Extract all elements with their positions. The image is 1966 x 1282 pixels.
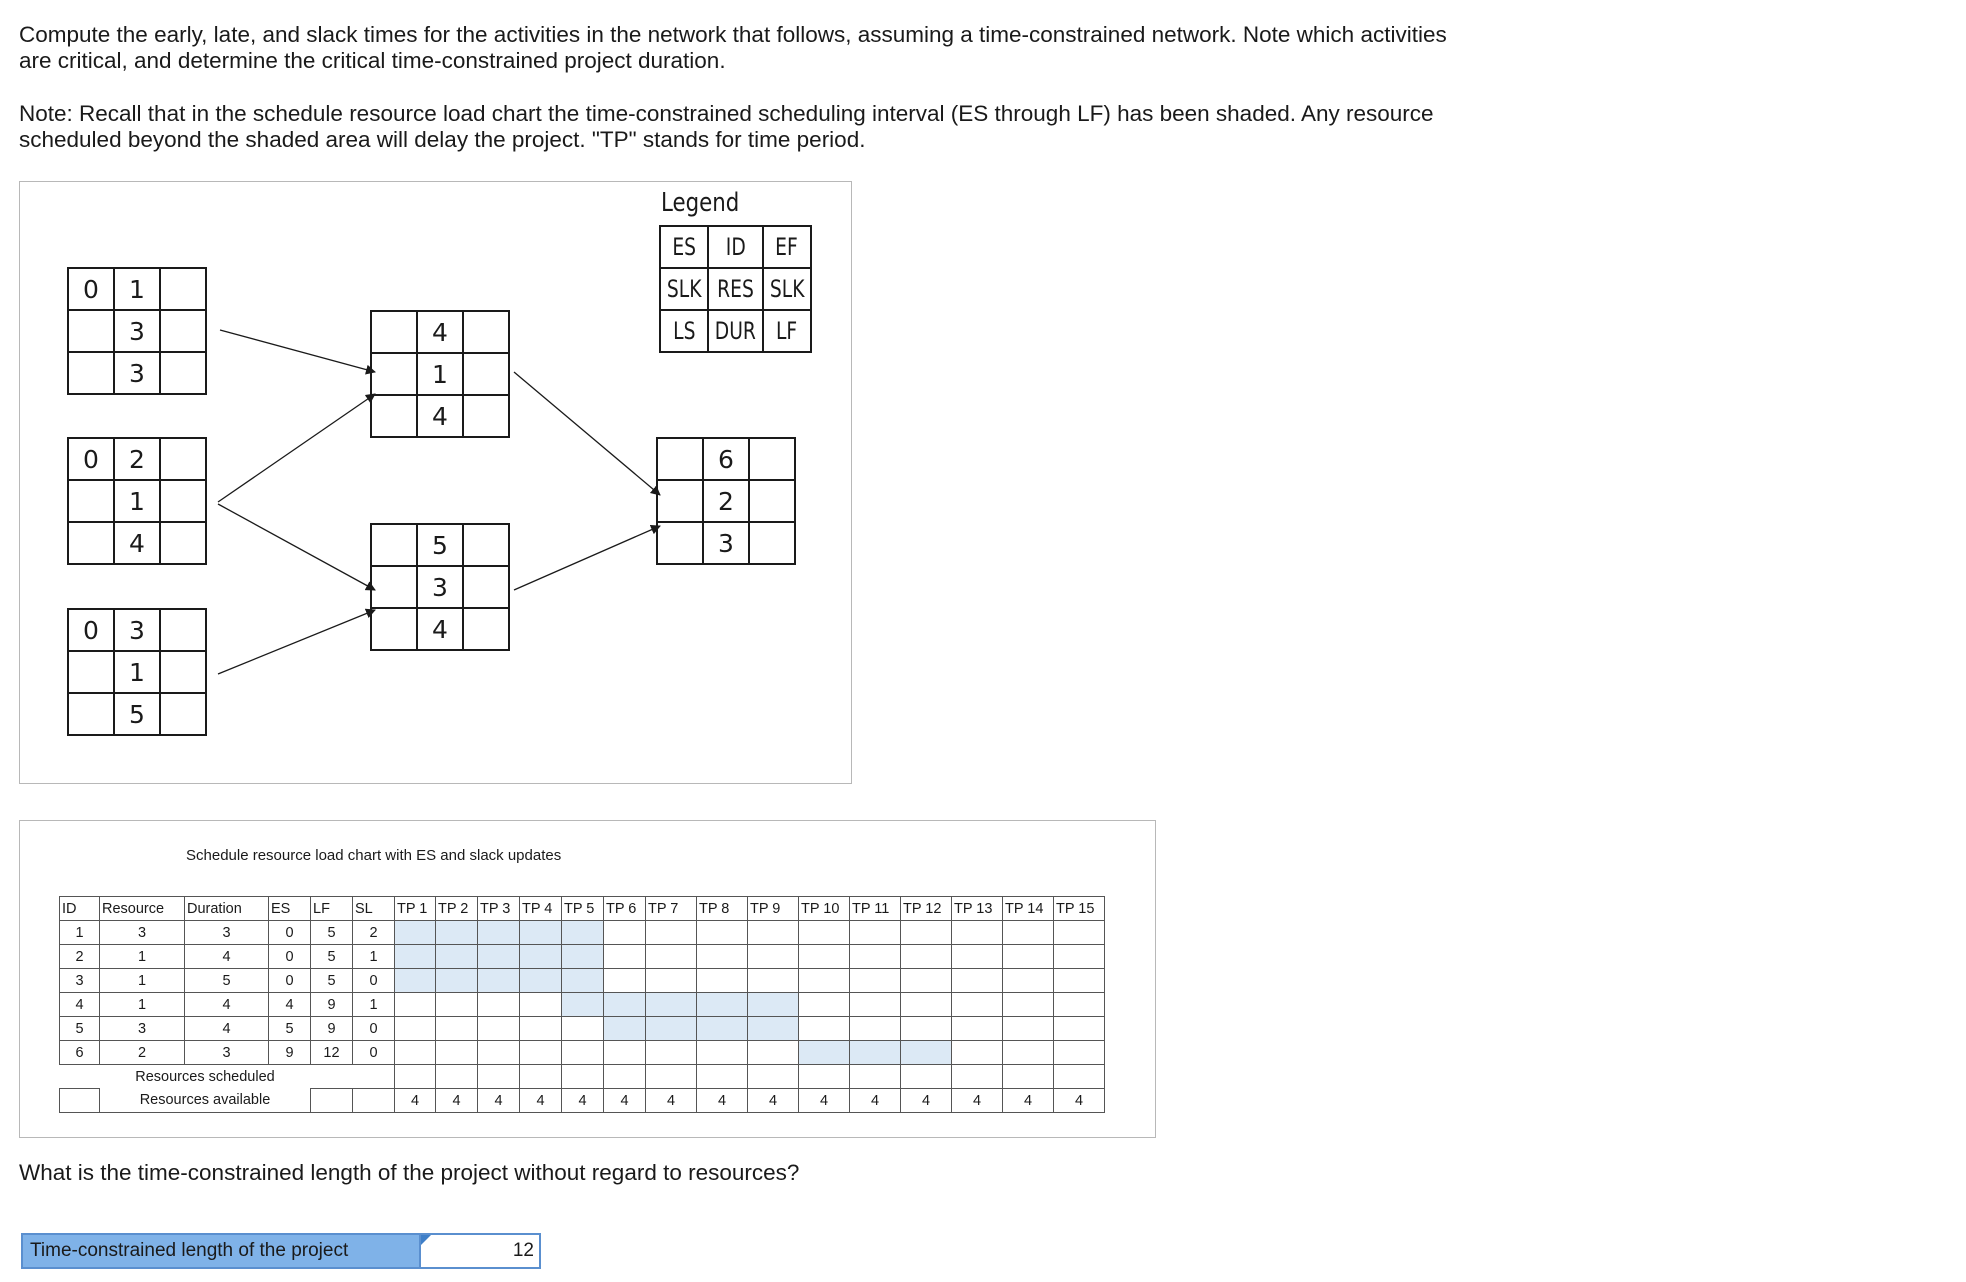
time-period-cell[interactable] [1054,921,1105,945]
time-period-cell[interactable] [799,1017,850,1041]
arrow-4-to-6 [514,372,660,495]
time-period-cell[interactable] [901,1041,952,1065]
resources-available-cell: 4 [901,1089,952,1113]
time-period-cell[interactable] [748,945,799,969]
schedule-cell: 0 [353,1041,395,1065]
time-period-cell[interactable] [646,969,697,993]
time-period-cell[interactable] [436,993,478,1017]
activity-node-3 [67,608,207,736]
time-period-cell[interactable] [646,945,697,969]
schedule-cell: 9 [269,1041,311,1065]
time-period-cell[interactable] [850,993,901,1017]
column-header: TP 1 [395,897,436,921]
schedule-cell: 3 [185,921,269,945]
arrow-2-to-5 [218,504,375,590]
activity-node-4 [370,310,510,438]
schedule-cell: 0 [353,969,395,993]
schedule-cell: 6 [60,1041,100,1065]
node-dur: 4 [417,395,463,437]
schedule-cell: 3 [100,921,185,945]
time-period-cell[interactable] [520,993,562,1017]
column-header: TP 10 [799,897,850,921]
schedule-cell: 1 [353,993,395,1017]
time-period-cell[interactable] [1003,993,1054,1017]
time-period-cell[interactable] [850,945,901,969]
node-id: 5 [417,524,463,566]
time-period-cell[interactable] [748,969,799,993]
time-period-cell[interactable] [604,921,646,945]
node-dur: 4 [417,608,463,650]
resources-scheduled-cell[interactable] [478,1065,520,1089]
schedule-row [60,1041,1105,1065]
resources-scheduled-cell[interactable] [646,1065,697,1089]
schedule-cell: 4 [185,993,269,1017]
schedule-cell: 2 [100,1041,185,1065]
time-period-cell[interactable] [478,969,520,993]
resources-available-cell: 4 [604,1089,646,1113]
schedule-cell: 5 [269,1017,311,1041]
resources-available-cell: 4 [646,1089,697,1113]
time-period-cell[interactable] [478,1041,520,1065]
time-period-cell[interactable] [646,993,697,1017]
time-period-cell[interactable] [604,1041,646,1065]
resources-scheduled-cell[interactable] [799,1065,850,1089]
time-period-cell[interactable] [748,921,799,945]
note-paragraph: Note: Recall that in the schedule resource load chart the time-constrained scheduling interval (ES through LF) has been shaded. Any resource scheduled beyond the shaded area will delay the project. "TP" stands for time period. [19,101,1434,152]
blank-cell [311,1089,353,1113]
time-period-cell[interactable] [799,969,850,993]
column-header: SL [353,897,395,921]
schedule-cell: 5 [311,921,353,945]
schedule-cell: 3 [185,1041,269,1065]
time-period-cell[interactable] [799,945,850,969]
time-period-cell[interactable] [697,1041,748,1065]
node-id: 6 [703,438,749,480]
activity-node-5 [370,523,510,651]
time-period-cell[interactable] [395,993,436,1017]
schedule-cell: 2 [60,945,100,969]
schedule-row [60,921,1105,945]
column-header: ES [269,897,311,921]
time-period-cell[interactable] [562,969,604,993]
column-header: TP 8 [697,897,748,921]
schedule-cell: 12 [311,1041,353,1065]
resources-scheduled-row [60,1065,1105,1089]
resources-available-cell: 4 [520,1089,562,1113]
resources-available-cell: 4 [697,1089,748,1113]
schedule-chart [19,820,1156,1138]
time-period-cell[interactable] [604,945,646,969]
column-header: TP 3 [478,897,520,921]
column-header: TP 11 [850,897,901,921]
schedule-cell: 0 [269,945,311,969]
time-period-cell[interactable] [562,1017,604,1041]
time-period-cell[interactable] [1003,921,1054,945]
schedule-row [60,969,1105,993]
activity-node-6 [656,437,796,565]
resources-scheduled-cell[interactable] [604,1065,646,1089]
time-period-cell[interactable] [1054,969,1105,993]
resources-available-cell: 4 [478,1089,520,1113]
time-period-cell[interactable] [799,993,850,1017]
time-period-cell[interactable] [901,1017,952,1041]
time-period-cell[interactable] [748,1017,799,1041]
resources-available-cell: 4 [799,1089,850,1113]
column-header: TP 9 [748,897,799,921]
time-period-cell[interactable] [952,1041,1003,1065]
time-period-cell[interactable] [850,1017,901,1041]
time-period-cell[interactable] [1054,945,1105,969]
network-diagram [19,181,852,784]
question-text: What is the time-constrained length of the project without regard to resources? [19,1160,800,1185]
schedule-cell: 1 [353,945,395,969]
node-es: 0 [68,268,114,310]
time-period-cell[interactable] [952,993,1003,1017]
column-header: TP 7 [646,897,697,921]
time-period-cell[interactable] [697,993,748,1017]
node-id: 1 [114,268,160,310]
time-period-cell[interactable] [436,1017,478,1041]
node-es [371,311,417,353]
time-period-cell[interactable] [646,1041,697,1065]
node-dur: 5 [114,693,160,735]
column-header: TP 13 [952,897,1003,921]
node-res: 3 [114,310,160,352]
time-period-cell[interactable] [1003,1041,1054,1065]
schedule-header-row [60,897,1105,921]
time-period-cell[interactable] [697,969,748,993]
schedule-cell: 9 [311,993,353,1017]
node-dur: 3 [703,522,749,564]
time-period-cell[interactable] [646,921,697,945]
column-header: ID [60,897,100,921]
time-period-cell[interactable] [1054,1041,1105,1065]
time-period-cell[interactable] [436,921,478,945]
time-period-cell[interactable] [799,1041,850,1065]
column-header: TP 12 [901,897,952,921]
arrow-1-to-4 [220,330,375,372]
schedule-cell: 0 [269,921,311,945]
time-period-cell[interactable] [850,921,901,945]
resources-scheduled-label: Resources scheduled [135,1068,275,1085]
schedule-cell: 0 [269,969,311,993]
resources-available-cell: 4 [395,1089,436,1113]
answer-input[interactable]: 12 [421,1233,541,1269]
schedule-cell: 1 [100,969,185,993]
resources-available-cell: 4 [952,1089,1003,1113]
resources-available-cell: 4 [562,1089,604,1113]
node-dur: 4 [114,522,160,564]
schedule-cell: 5 [60,1017,100,1041]
time-period-cell[interactable] [436,1041,478,1065]
resources-scheduled-cell[interactable] [395,1065,436,1089]
arrow-5-to-6 [514,526,660,590]
time-period-cell[interactable] [850,969,901,993]
legend-title: Legend [661,188,740,218]
time-period-cell[interactable] [478,921,520,945]
node-es [371,524,417,566]
resources-available-label: Resources available [100,1089,311,1113]
resources-available-cell: 4 [1003,1089,1054,1113]
schedule-cell: 5 [185,969,269,993]
resources-scheduled-cell[interactable] [1054,1065,1105,1089]
time-period-cell[interactable] [562,945,604,969]
time-period-cell[interactable] [952,969,1003,993]
resources-scheduled-cell[interactable] [952,1065,1003,1089]
time-period-cell[interactable] [562,993,604,1017]
time-period-cell[interactable] [395,921,436,945]
node-res: 2 [703,480,749,522]
resources-available-cell: 4 [748,1089,799,1113]
time-period-cell[interactable] [395,1041,436,1065]
node-es: 0 [68,438,114,480]
time-period-cell[interactable] [646,1017,697,1041]
node-res: 1 [114,651,160,693]
time-period-cell[interactable] [436,945,478,969]
time-period-cell[interactable] [697,921,748,945]
time-period-cell[interactable] [562,1041,604,1065]
column-header: TP 4 [520,897,562,921]
blank-cell [353,1065,395,1089]
time-period-cell[interactable] [478,945,520,969]
instruction-paragraph: Compute the early, late, and slack times for the activities in the network that follows, assuming a time-constrained network. Note which activities are critical, and determine the critical time-constrained project duration. [19,22,1447,73]
time-period-cell[interactable] [1054,993,1105,1017]
node-dur: 3 [114,352,160,394]
time-period-cell[interactable] [901,921,952,945]
node-id: 2 [114,438,160,480]
node-id: 4 [417,311,463,353]
time-period-cell[interactable] [952,1017,1003,1041]
time-period-cell[interactable] [1003,969,1054,993]
time-period-cell[interactable] [604,993,646,1017]
resources-scheduled-cell[interactable] [748,1065,799,1089]
time-period-cell[interactable] [952,945,1003,969]
schedule-row [60,1017,1105,1041]
row-left-blank [60,1065,100,1089]
resources-scheduled-cell[interactable] [697,1065,748,1089]
time-period-cell[interactable] [520,945,562,969]
schedule-table [59,896,1105,1113]
time-period-cell[interactable] [697,945,748,969]
chart-title: Schedule resource load chart with ES and slack updates [186,847,562,864]
time-period-cell[interactable] [478,993,520,1017]
time-period-cell[interactable] [748,1041,799,1065]
time-period-cell[interactable] [604,969,646,993]
column-header: TP 15 [1054,897,1105,921]
row-left-blank [60,1089,100,1113]
node-es [657,438,703,480]
schedule-cell: 2 [353,921,395,945]
time-period-cell[interactable] [850,1041,901,1065]
time-period-cell[interactable] [1054,1017,1105,1041]
blank-cell [353,1089,395,1113]
time-period-cell[interactable] [520,1017,562,1041]
node-res: 1 [114,480,160,522]
node-res: 3 [417,566,463,608]
time-period-cell[interactable] [395,1017,436,1041]
time-period-cell[interactable] [436,969,478,993]
schedule-row [60,993,1105,1017]
schedule-cell: 1 [100,945,185,969]
schedule-cell: 4 [60,993,100,1017]
time-period-cell[interactable] [478,1017,520,1041]
column-header: LF [311,897,353,921]
blank-cell [311,1065,353,1089]
time-period-cell[interactable] [520,1041,562,1065]
column-header: Resource [100,897,185,921]
schedule-row [60,945,1105,969]
schedule-cell: 4 [185,945,269,969]
column-header: TP 2 [436,897,478,921]
schedule-cell: 5 [311,945,353,969]
schedule-cell: 1 [100,993,185,1017]
activity-node-2 [67,437,207,565]
activity-node-1 [67,267,207,395]
column-header: TP 6 [604,897,646,921]
schedule-cell: 5 [311,969,353,993]
answer-row [21,1233,541,1269]
time-period-cell[interactable] [395,969,436,993]
resources-available-cell: 4 [850,1089,901,1113]
time-period-cell[interactable] [697,1017,748,1041]
time-period-cell[interactable] [952,921,1003,945]
resources-scheduled-cell[interactable] [901,1065,952,1089]
schedule-cell: 0 [353,1017,395,1041]
schedule-cell: 3 [60,969,100,993]
schedule-cell: 4 [185,1017,269,1041]
time-period-cell[interactable] [1003,945,1054,969]
time-period-cell[interactable] [748,993,799,1017]
time-period-cell[interactable] [901,969,952,993]
resources-available-cell: 4 [1054,1089,1105,1113]
resources-scheduled-cell[interactable] [520,1065,562,1089]
node-id: 3 [114,609,160,651]
time-period-cell[interactable] [562,921,604,945]
schedule-cell: 4 [269,993,311,1017]
time-period-cell[interactable] [901,945,952,969]
column-header: Duration [185,897,269,921]
schedule-cell: 3 [100,1017,185,1041]
resources-scheduled-cell[interactable] [1003,1065,1054,1089]
column-header: TP 14 [1003,897,1054,921]
arrow-2-to-4 [218,394,375,502]
answer-label: Time-constrained length of the project [21,1233,421,1269]
time-period-cell[interactable] [1003,1017,1054,1041]
resources-scheduled-cell[interactable] [562,1065,604,1089]
resources-available-row [60,1089,1105,1113]
schedule-cell: 1 [60,921,100,945]
resources-scheduled-cell[interactable] [436,1065,478,1089]
node-res: 1 [417,353,463,395]
arrow-3-to-5 [218,610,375,674]
legend-table: ES ID EF SLK RES SLK LS DUR LF [659,225,812,353]
schedule-cell: 9 [311,1017,353,1041]
time-period-cell[interactable] [799,921,850,945]
time-period-cell[interactable] [395,945,436,969]
column-header: TP 5 [562,897,604,921]
resources-available-cell: 4 [436,1089,478,1113]
time-period-cell[interactable] [520,969,562,993]
time-period-cell[interactable] [604,1017,646,1041]
node-es: 0 [68,609,114,651]
time-period-cell[interactable] [520,921,562,945]
time-period-cell[interactable] [901,993,952,1017]
resources-scheduled-cell[interactable] [850,1065,901,1089]
